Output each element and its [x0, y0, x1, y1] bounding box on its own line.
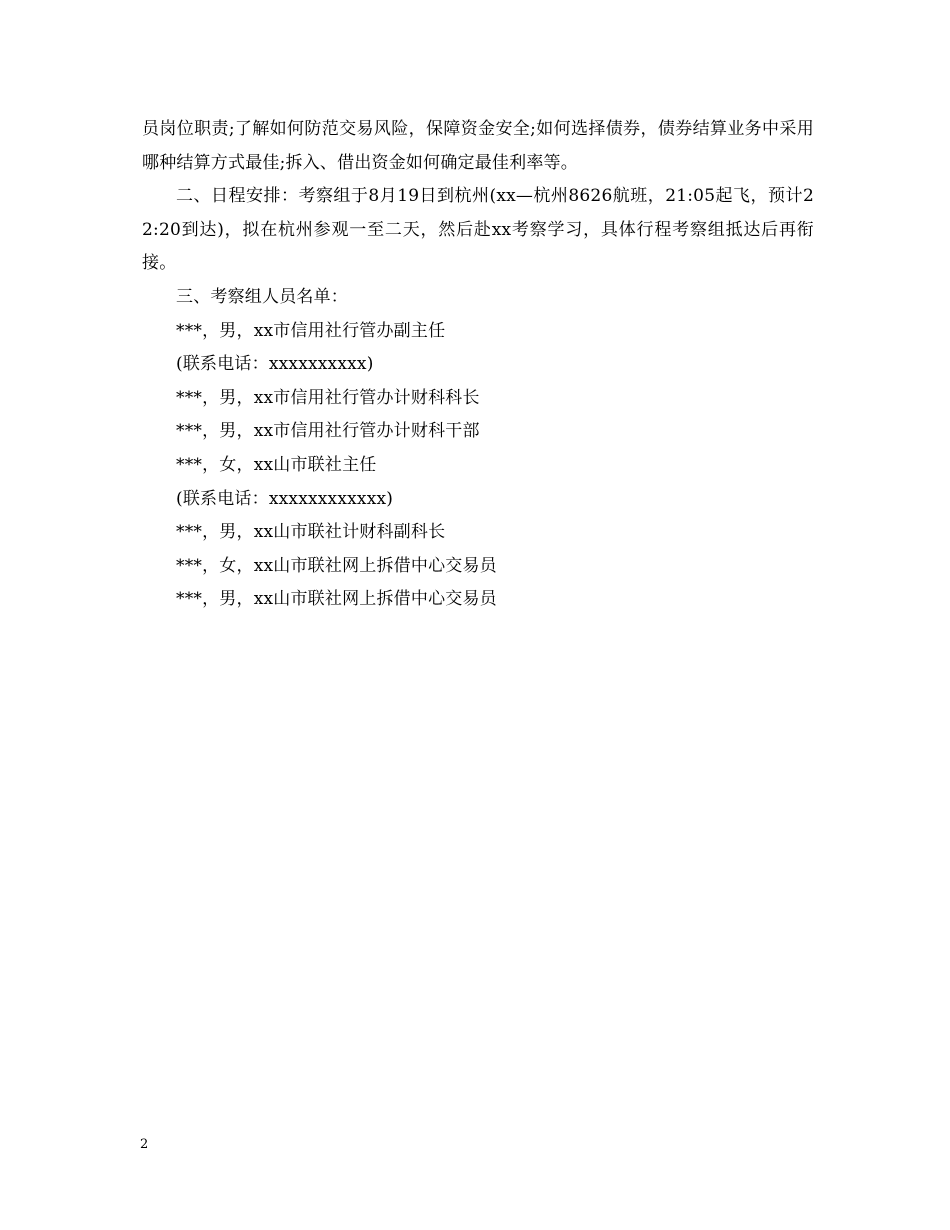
paragraph-member-list-heading: 三、考察组人员名单：: [176, 286, 348, 307]
member-line: ***，男，xx市信用社行管办计财科科长: [176, 387, 480, 408]
page-number: 2: [140, 1137, 149, 1152]
member-line: ***，男，xx市信用社行管办副主任: [176, 320, 446, 341]
member-line: ***，男，xx山市联社网上拆借中心交易员: [176, 589, 497, 610]
paragraph-duties: 员岗位职责;了解如何防范交易风险，保障资金安全;如何选择债券，债券结算业务中采用哪种结算方式最佳;拆入、借出资金如何确定最佳利率等。: [142, 119, 814, 173]
document-body: [142, 113, 814, 617]
member-line: ***，女，xx山市联社网上拆借中心交易员: [176, 555, 497, 576]
member-line: ***，男，xx山市联社计财科副科长: [176, 522, 446, 543]
member-line: ***，男，xx市信用社行管办计财科干部: [176, 421, 480, 442]
paragraph-schedule: 二、日程安排：考察组于8月19日到杭州(xx—杭州8626航班，21:05起飞，预计22:20到达)，拟在杭州参观一至二天，然后赴xx考察学习，具体行程考察组抵达后再衔接。: [142, 186, 814, 274]
contact-phone-line: (联系电话：xxxxxxxxxxxx): [176, 488, 394, 509]
member-line: ***，女，xx山市联社主任: [176, 454, 377, 475]
contact-phone-line: (联系电话：xxxxxxxxxx): [176, 354, 374, 375]
